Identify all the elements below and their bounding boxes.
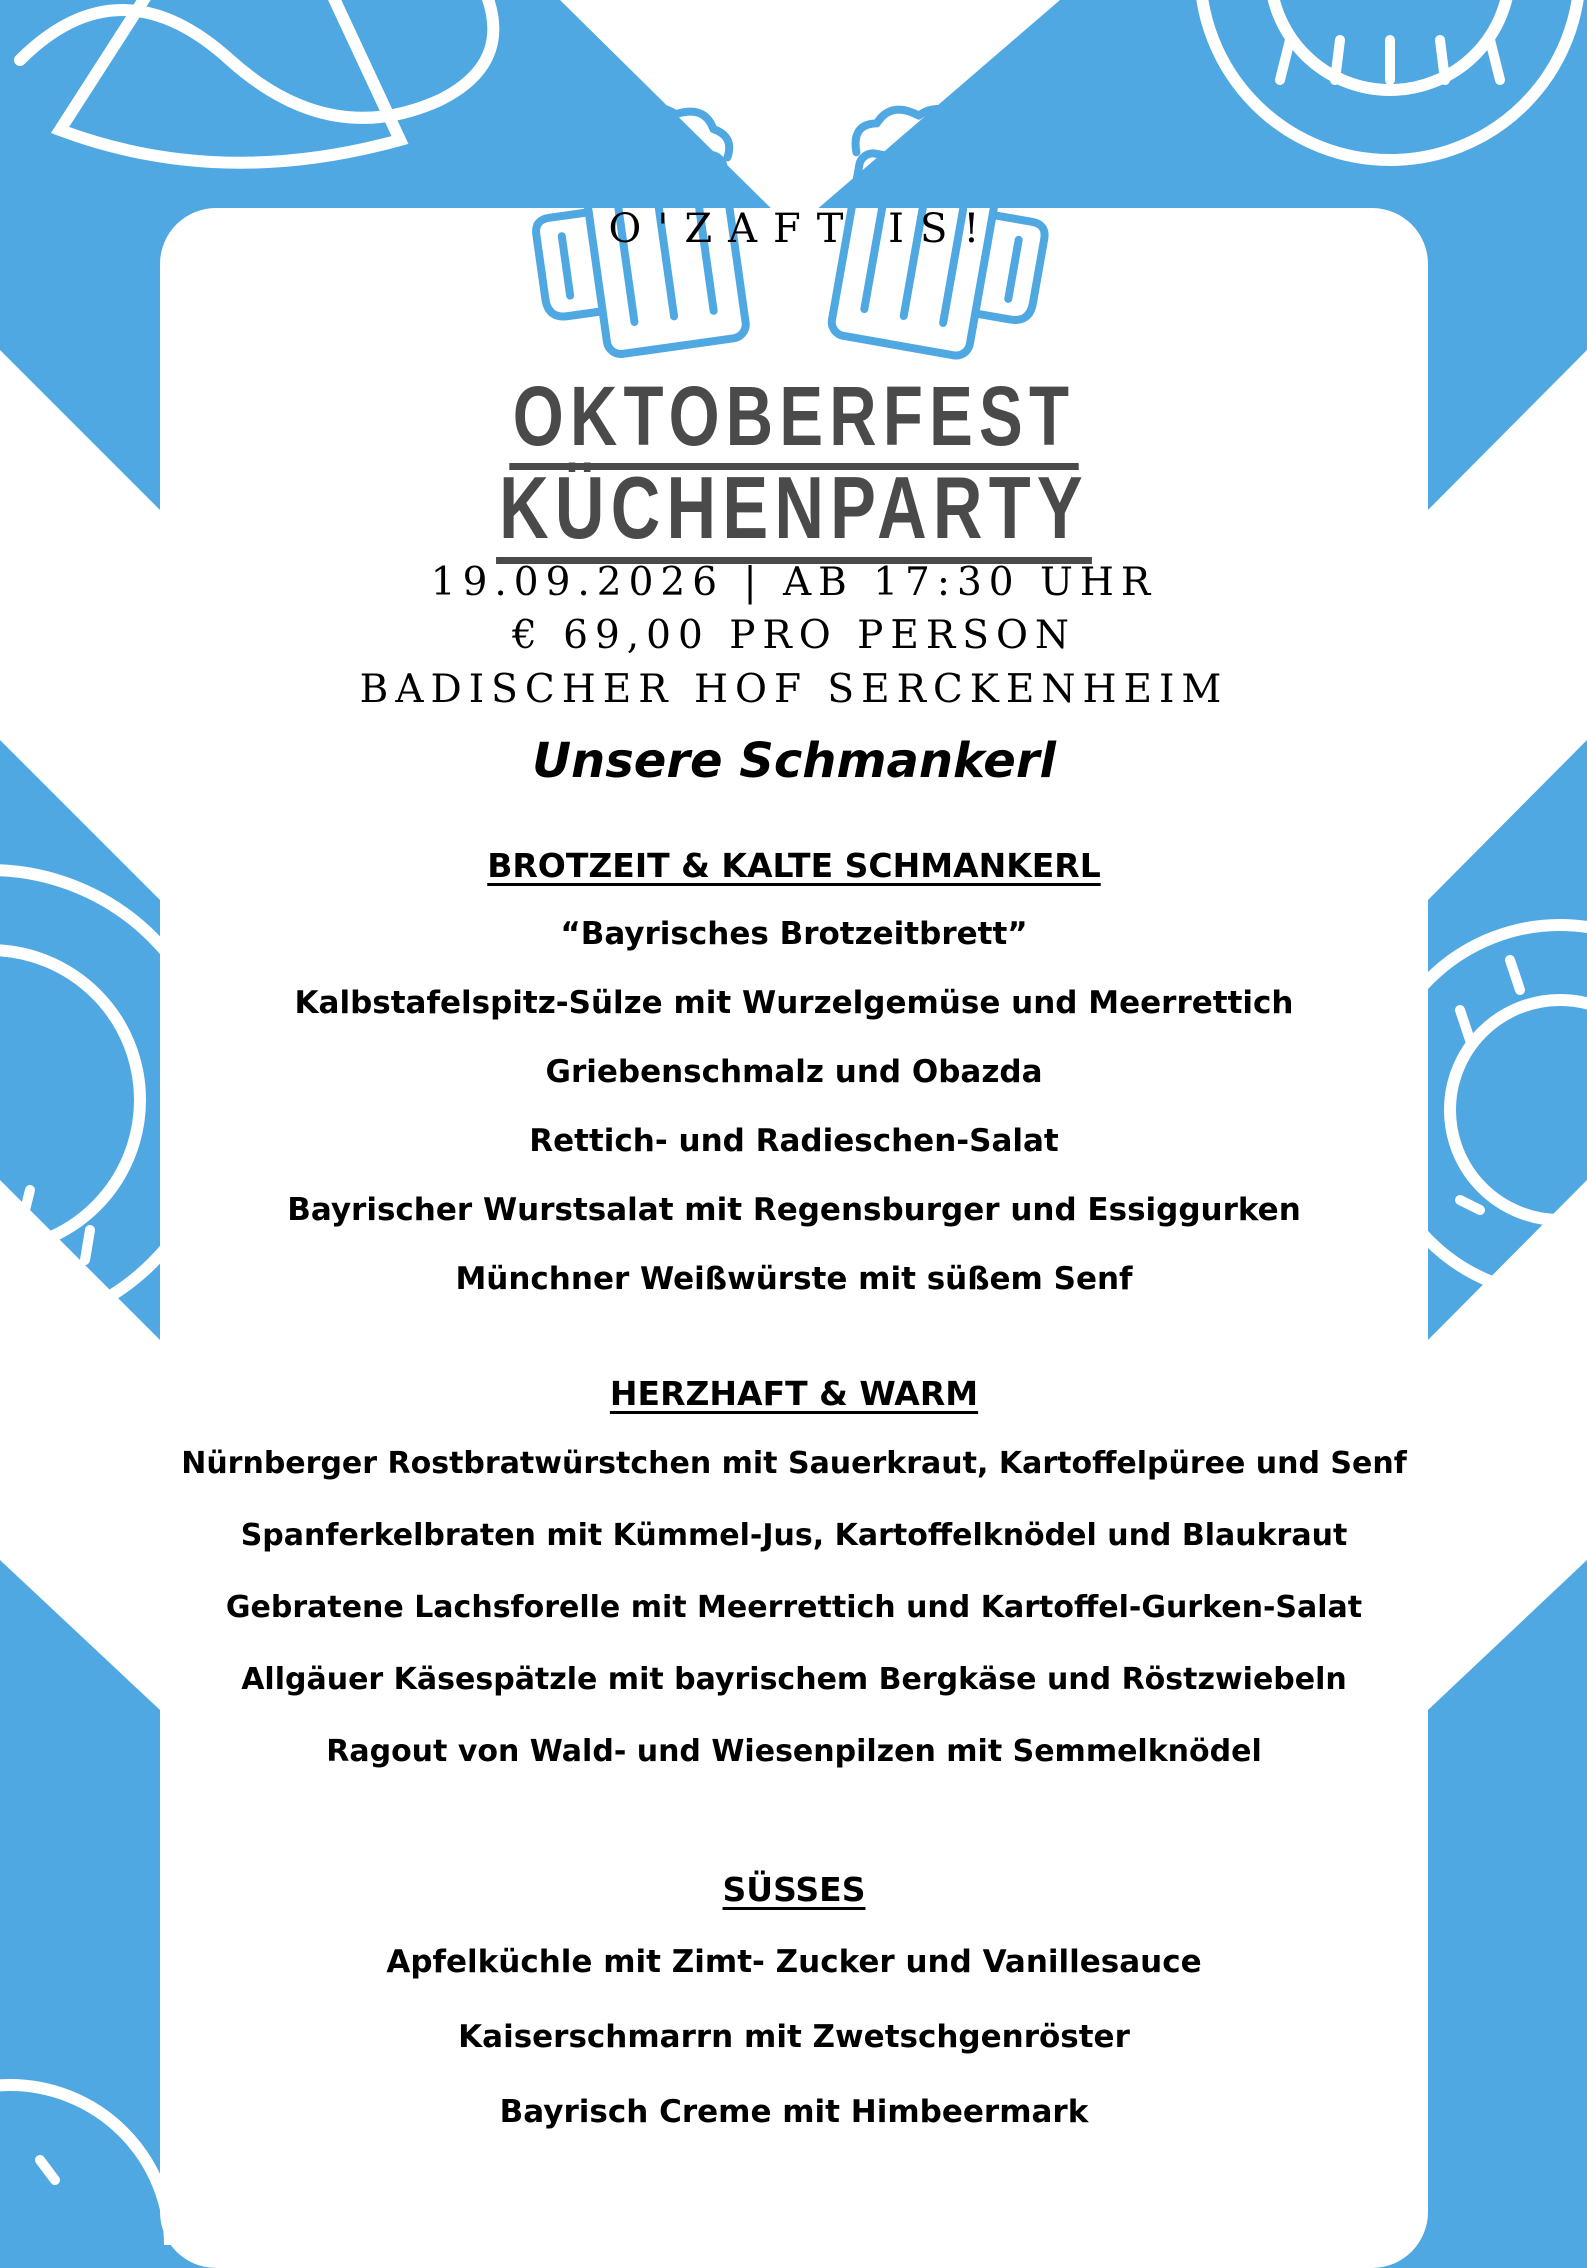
menu-item: Spanferkelbraten mit Kümmel-Jus, Kartoffelknödel und Blaukraut [240,1518,1348,1553]
price: € 69,00 PRO PERSON [511,613,1077,658]
location: BADISCHER HOF SERCKENHEIM [359,667,1229,712]
section-heading-brotzeit: BROTZEIT & KALTE SCHMANKERL [487,846,1101,885]
title-line-1-text: OKTOBERFEST [510,369,1079,470]
section-heading-herzhaft: HERZHAFT & WARM [609,1374,979,1413]
menu-item: Nürnberger Rostbratwürstchen mit Sauerkraut, Kartoffelpüree und Senf [181,1446,1407,1481]
menu-item: Münchner Weißwürste mit süßem Senf [455,1261,1133,1297]
date-time: 19.09.2026 | AB 17:30 UHR [430,560,1158,605]
menu-item: Gebratene Lachsforelle mit Meerrettich und Kartoffel-Gurken-Salat [225,1590,1363,1625]
menu-item: Rettich- und Radieschen-Salat [529,1123,1059,1159]
tagline: O'ZAFT IS! [608,206,996,252]
menu-item: Kalbstafelspitz-Sülze mit Wurzelgemüse und Meerrettich [294,985,1294,1021]
title-line-2 [299,458,1288,558]
menu-subtitle: Unsere Schmankerl [532,733,1056,789]
menu-item: “Bayrisches Brotzeitbrett” [560,916,1028,952]
menu-content [160,0,1428,2245]
menu-item: Bayrisch Creme mit Himbeermark [499,2094,1089,2130]
menu-item: Bayrischer Wurstsalat mit Regensburger und Essiggurken [287,1192,1301,1228]
section-heading-suesses: SÜSSES [722,1870,866,1909]
menu-item: Kaiserschmarrn mit Zwetschgenröster [458,2019,1130,2055]
menu-item: Griebenschmalz und Obazda [545,1054,1043,1090]
menu-item: Allgäuer Käsespätzle mit bayrischem Bergkäse und Röstzwiebeln [241,1662,1347,1697]
title-line-1 [299,368,1288,464]
title-line-2-text: KÜCHENPARTY [496,458,1092,564]
menu-item: Apfelküchle mit Zimt- Zucker und Vanillesauce [386,1944,1202,1980]
menu-item: Ragout von Wald- und Wiesenpilzen mit Semmelknödel [326,1734,1262,1769]
